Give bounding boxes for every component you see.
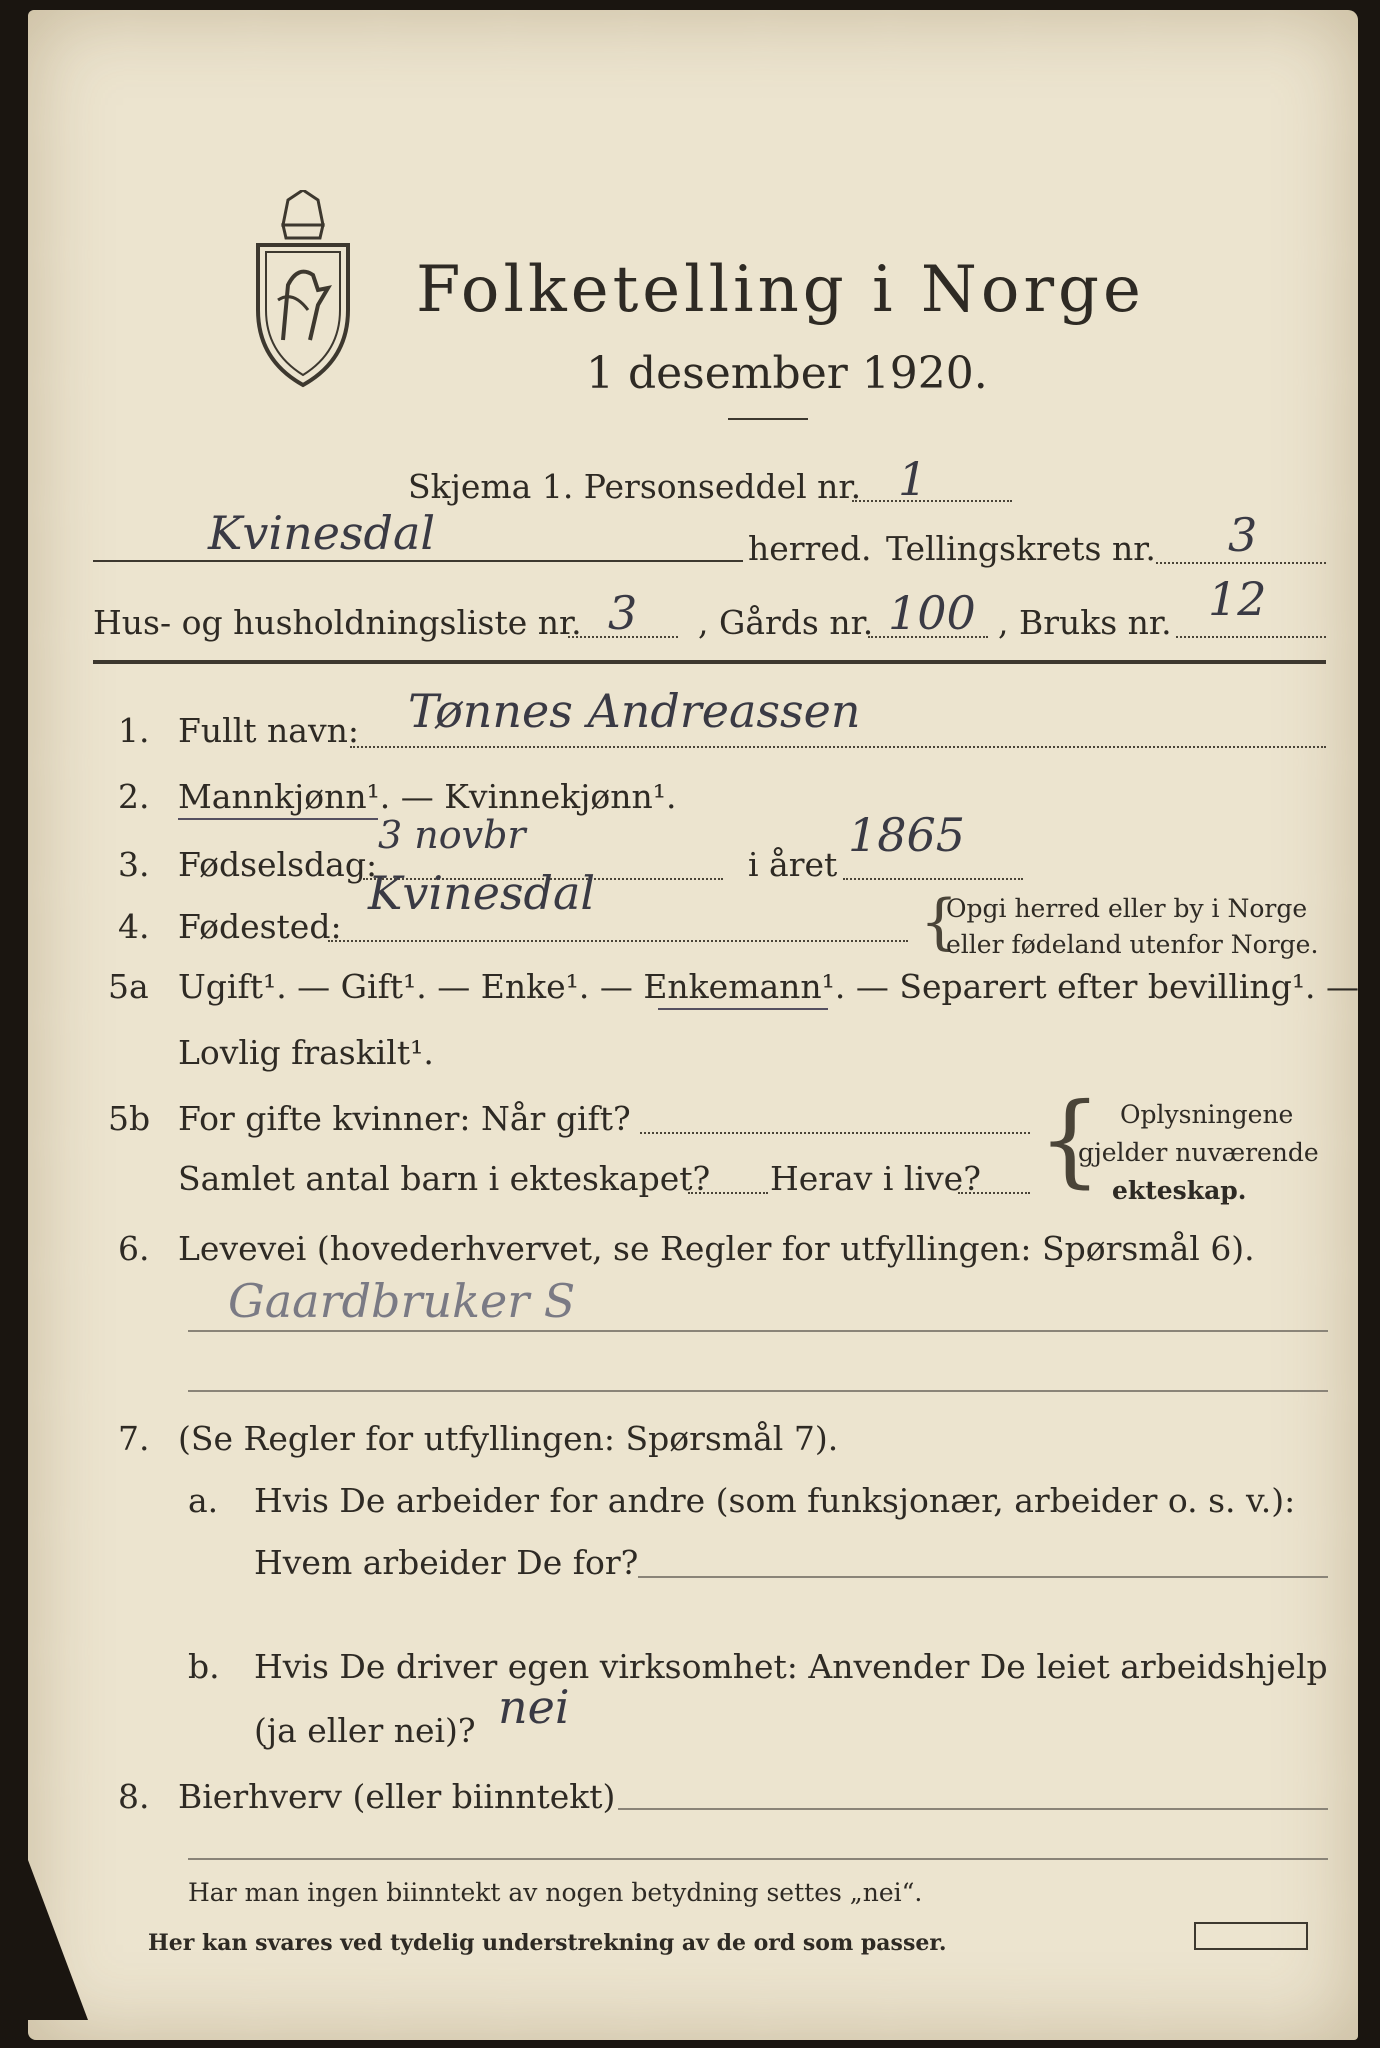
bruks-value: 12 <box>1208 572 1267 626</box>
q5b-label: For gifte kvinner: Når gift? <box>178 1099 631 1138</box>
enkemann-underline <box>658 1008 828 1010</box>
q7a-line <box>638 1576 1328 1578</box>
q3-year-value: 1865 <box>848 808 966 862</box>
q7b-number: b. <box>188 1647 220 1686</box>
q6-label: Levevei (hovederhvervet, se Regler for utfyllingen: Spørsmål 6). <box>178 1229 1255 1268</box>
herred-line <box>93 560 743 562</box>
printer-stamp <box>1194 1922 1308 1950</box>
gards-value: 100 <box>888 586 976 640</box>
q3-value: 3 novbr <box>378 813 526 857</box>
herred-label: herred. <box>748 529 872 568</box>
q3-year-line <box>843 878 1023 880</box>
q5b-alive-line <box>958 1192 1030 1194</box>
krets-value: 3 <box>1228 508 1258 562</box>
mannkjonn-underline <box>178 818 378 820</box>
q5b-note-2: gjelder nuværende <box>1078 1138 1319 1167</box>
q7-number: 7. <box>118 1419 150 1458</box>
q5b-note-3: ekteskap. <box>1112 1176 1247 1205</box>
q4-line <box>328 940 908 942</box>
q5b-note-1: Oplysningene <box>1120 1100 1294 1129</box>
section-divider <box>93 660 1326 664</box>
q5b-children-line <box>688 1192 768 1194</box>
q5a-number: 5a <box>108 967 149 1006</box>
q3-label: Fødselsdag: <box>178 845 378 884</box>
q7b-value: nei <box>498 1680 570 1734</box>
q1-number: 1. <box>118 711 150 750</box>
q6-line-2 <box>188 1390 1328 1392</box>
q4-note-2: eller fødeland utenfor Norge. <box>946 930 1319 959</box>
footer-note-2: Her kan svares ved tydelig understrekning av de ord som passer. <box>148 1930 947 1956</box>
torn-corner <box>28 1860 88 2020</box>
q5b-married-line <box>640 1132 1030 1134</box>
q7-label: (Se Regler for utfyllingen: Spørsmål 7). <box>178 1419 839 1458</box>
q2-number: 2. <box>118 777 150 816</box>
census-form-page <box>28 10 1358 2040</box>
q1-line <box>350 746 1326 748</box>
q4-brace: { <box>920 887 959 957</box>
bruks-label: , Bruks nr. <box>998 603 1172 642</box>
q8-number: 8. <box>118 1777 150 1816</box>
q7b-label: Hvis De driver egen virksomhet: Anvender De leiet arbeidshjelp <box>254 1647 1328 1686</box>
bruks-line <box>1176 636 1326 638</box>
form-date: 1 desember 1920. <box>586 348 988 399</box>
q6-value: Gaardbruker S <box>228 1274 576 1328</box>
q7a-number: a. <box>188 1481 219 1520</box>
q7a-label-2: Hvem arbeider De for? <box>254 1543 639 1582</box>
gards-label: , Gårds nr. <box>698 603 874 642</box>
q6-line-1 <box>188 1330 1328 1332</box>
person-nr-line <box>852 500 1012 502</box>
q1-label: Fullt navn: <box>178 711 359 750</box>
q5b-label-2: Samlet antal barn i ekteskapet? <box>178 1159 711 1198</box>
q5b-label-3: Herav i live? <box>770 1159 981 1198</box>
norway-coat-of-arms-icon <box>248 190 358 390</box>
schema-label: Skjema 1. Personseddel nr. <box>408 467 862 506</box>
liste-label: Hus- og husholdningsliste nr. <box>93 603 582 642</box>
q4-value: Kvinesdal <box>368 866 596 920</box>
q1-value: Tønnes Andreassen <box>408 684 861 738</box>
q4-number: 4. <box>118 907 150 946</box>
q8-label: Bierhverv (eller biinntekt) <box>178 1777 616 1816</box>
person-nr-value: 1 <box>898 452 928 506</box>
q4-label: Fødested: <box>178 907 342 946</box>
q2-label: Mannkjønn¹. — Kvinnekjønn¹. <box>178 777 677 816</box>
q5b-brace: { <box>1038 1081 1102 1198</box>
q8-line-2 <box>188 1858 1328 1860</box>
q5b-number: 5b <box>108 1099 151 1138</box>
q7b-label-2: (ja eller nei)? <box>254 1711 476 1750</box>
footer-note-1: Har man ingen biinntekt av nogen betydning settes „nei“. <box>188 1878 923 1907</box>
title-divider <box>728 418 808 420</box>
liste-value: 3 <box>608 586 638 640</box>
q5a-label: Ugift¹. — Gift¹. — Enke¹. — Enkemann¹. — Separert efter bevilling¹. — <box>178 967 1360 1006</box>
q5a-label-2: Lovlig fraskilt¹. <box>178 1033 434 1072</box>
krets-line <box>1156 562 1326 564</box>
q3-year-label: i året <box>748 845 838 884</box>
q7a-label: Hvis De arbeider for andre (som funksjonær, arbeider o. s. v.): <box>254 1481 1296 1520</box>
krets-label: Tellingskrets nr. <box>886 529 1156 568</box>
herred-value: Kvinesdal <box>208 506 436 560</box>
q8-line <box>618 1808 1328 1810</box>
form-title: Folketelling i Norge <box>416 253 1145 327</box>
q4-note-1: Opgi herred eller by i Norge <box>946 894 1308 923</box>
q6-number: 6. <box>118 1229 150 1268</box>
q3-number: 3. <box>118 845 150 884</box>
